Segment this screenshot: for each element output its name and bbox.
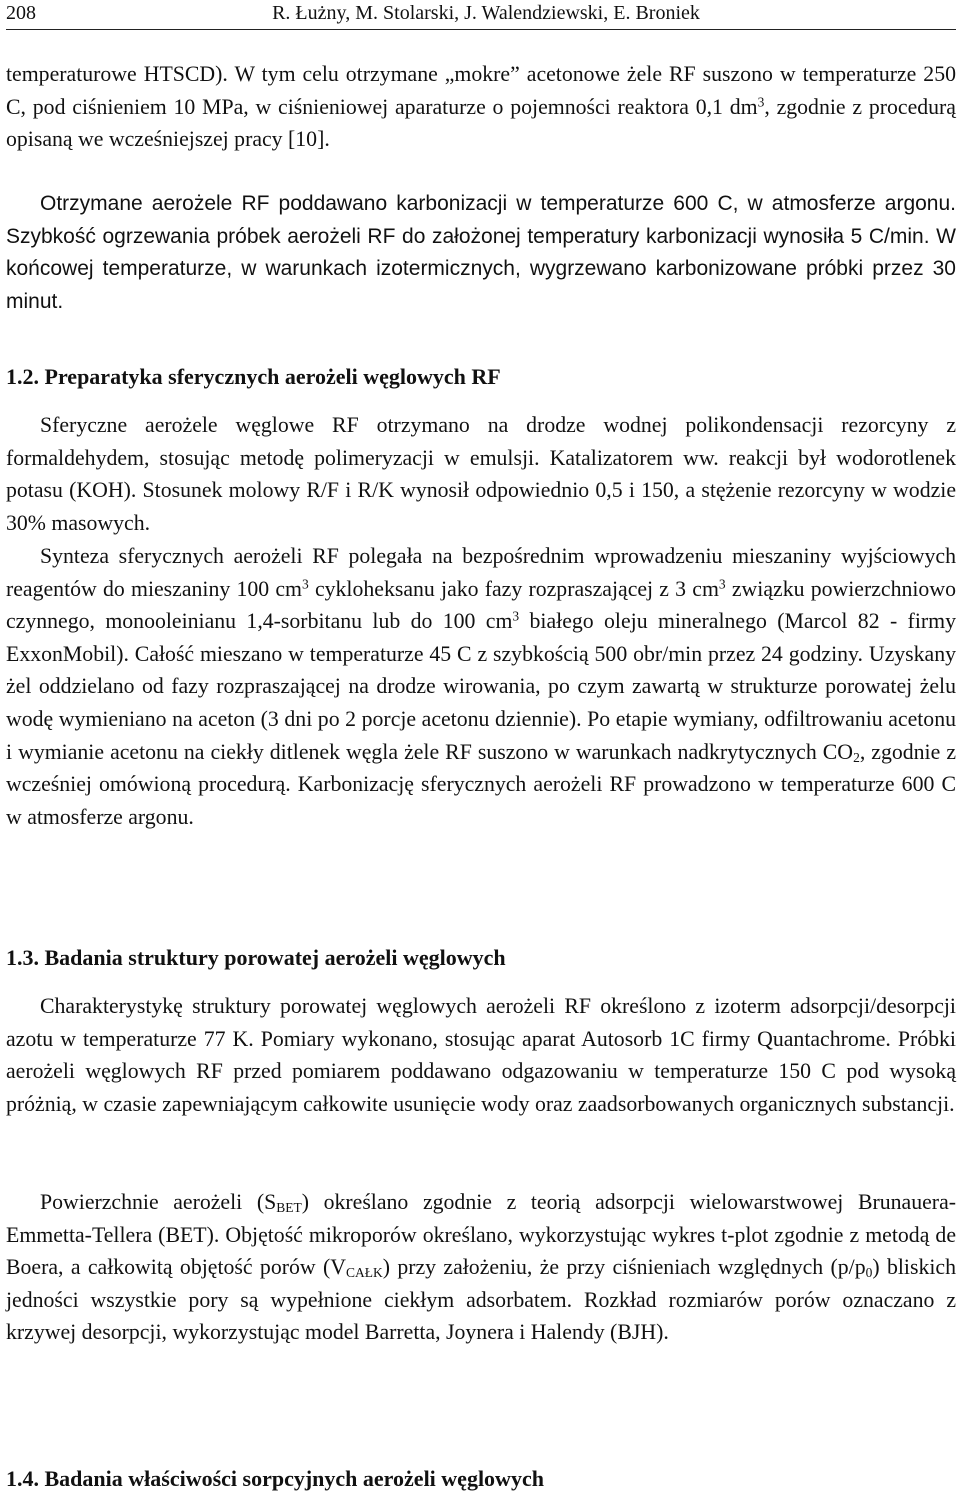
section-heading-1-4: 1.4. Badania właściwości sorpcyjnych aerożeli węglowych: [6, 1466, 544, 1491]
page-number: 208: [6, 2, 36, 24]
running-header-authors: R. Łużny, M. Stolarski, J. Walendziewski, E. Broniek: [272, 2, 700, 24]
paragraph-drying: temperaturowe HTSCD). W tym celu otrzymane „mokre” acetonowe żele RF suszono w temperaturze 250 C, pod ciśnieniem 10 MPa, w ciśnieniowej aparaturze o pojemności reaktora 0,1 $dm^3$, zgodnie z procedurą opisaną we wcześniejszej pracy [10].: [6, 62, 956, 152]
paragraph-synthesis: Synteza sferycznych aerożeli RF polegała na bezpośrednim wprowadzeniu mieszaniny wyjściowych reagentów do mieszaniny 100 $cm^3$ cykloheksanu jako fazy rozpraszającej z 3 $cm^3$ związku powierzchniowo czynnego, monooleinianu 1,4-sorbitanu lub do 100 $cm^3$ białego oleju mineralnego (Marcol 82 - firmy ExxonMobil). Całość mieszano w temperaturze 45 C z szybkością 500 obr/min przez 24 godziny. Uzyskany żel oddzielano od fazy rozpraszającej na drodze wirowania, po czym zawartą w strukturze porowatej żelu wodę wymieniano na aceton (3 dni po 2 porcje acetonu dziennie). Po etapie wymiany, odfiltrowaniu acetonu i wymianie acetonu na ciekły ditlenek węgla żele RF suszono w warunkach nadkrytycznych $CO_2$, zgodnie z wcześniej omówioną procedurą. Karbonizację sferycznych aerożeli RF prowadzono w temperaturze 600 C w atmosferze argonu.: [6, 544, 956, 829]
paragraph-porous-structure: Charakterystykę struktury porowatej węglowych aerożeli RF określono z izoterm adsorpcji/desorpcji azotu w temperaturze 77 K. Pomiary wykonano, stosując aparat Autosorb 1C firmy Quantachrome. Próbki aerożeli węglowych RF przed pomiarem poddawano odgazowaniu w temperaturze 150 C pod wysoką próżnią, w czasie zapewniającym całkowite usunięcie wody oraz zaadsorbowanych organicznych substancji.: [6, 994, 956, 1116]
paragraph-bet: Powierzchnie aerożeli $(S_{BET})$ określano zgodnie z teorią adsorpcji wielowarstwowej Brunauera-Emmetta-Tellera (BET). Objętość mikroporów określano, wykorzystując wykres t-plot zgodnie z metodą de Boera, a całkowitą objętość porów $(V_{CAŁK})$ przy założeniu, że przy ciśnieniach względnych $(p/p_0)$ bliskich jedności wszystkie pory są wypełnione ciekłym adsorbatem. Rozkład rozmiarów porów oznaczano z krzywej desorpcji, wykorzystując model Barretta, Joynera i Halendy (BJH).: [6, 1190, 956, 1345]
section-heading-1-3: 1.3. Badania struktury porowatej aerożeli węglowych: [6, 945, 506, 970]
paragraph-carbonization: Otrzymane aerożele RF poddawano karbonizacji w temperaturze 600 C, w atmosferze argonu. Szybkość ogrzewania próbek aerożeli RF do założonej temperatury karbonizacji wynosiła 5 C/min. W końcowej temperaturze, w warunkach izotermicznych, wygrzewano karbonizowane próbki przez 30 minut.: [6, 192, 956, 313]
running-header: [6, 0, 956, 26]
paragraph-spherical-aerogels: Sferyczne aerożele węglowe RF otrzymano na drodze wodnej polikondensacji rezorcyny z formaldehydem, stosując metodę polimeryzacji w emulsji. Katalizatorem ww. reakcji był wodorotlenek potasu (KOH). Stosunek molowy R/F i R/K wynosił odpowiednio 0,5 i 150, a stężenie rezorcyny w wodzie 30% masowych.: [6, 413, 956, 535]
section-heading-1-2: 1.2. Preparatyka sferycznych aerożeli węglowych RF: [6, 364, 501, 389]
header-rule: [6, 29, 956, 30]
